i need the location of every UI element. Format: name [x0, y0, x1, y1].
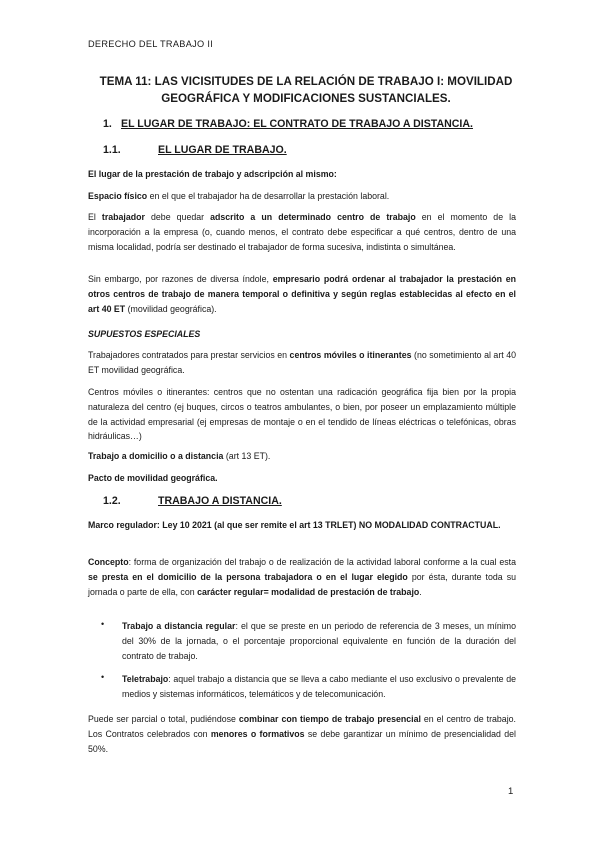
bold-text: Trabajo a distancia regular — [122, 621, 236, 631]
paragraph-sin-embargo — [88, 272, 516, 316]
section-number: 1. — [103, 118, 112, 130]
bold-text: carácter regular= modalidad de prestación de trabajo — [197, 586, 420, 597]
text: en el centro de trabajo. Los Contratos celebrados con — [88, 714, 516, 739]
bullet-text — [122, 619, 516, 663]
paragraph-pacto: Pacto de movilidad geográfica. — [88, 473, 218, 483]
paragraph-domicilio — [88, 449, 516, 464]
text: en el momento de la incorporación a la empresa (o, cuando menos, el contrato debe especificar a qué centros, dentro de una misma localidad, podría ser destinado el trabajador de forma sucesiva, indistinta o simultánea. — [88, 212, 517, 252]
bold-text: adscrito a un determinado centro de trabajo — [210, 212, 416, 222]
text: Puede ser parcial o total, pudiéndose — [88, 714, 239, 724]
text: en el que el trabajador ha de desarrollar la prestación laboral. — [147, 191, 390, 201]
paragraph-concepto — [88, 555, 516, 599]
subsection-title: EL LUGAR DE TRABAJO. — [158, 144, 287, 156]
text: : aquel trabajo a distancia que se lleva a cabo mediante el uso exclusivo o prevalente de medios y sistemas informáticos, telemáticos y de telecomunicación. — [122, 674, 516, 699]
bold-text: Concepto — [88, 557, 129, 567]
running-header: DERECHO DEL TRABAJO II — [88, 39, 214, 49]
section-title: EL LUGAR DE TRABAJO: EL CONTRATO DE TRABAJO A DISTANCIA. — [121, 118, 473, 130]
text: : forma de organización del trabajo o de realización de la actividad laboral conforme a la cual esta — [128, 557, 516, 567]
text: : el que se preste en un periodo de referencia de 3 meses, un mínimo del 30% de la jornada, o el porcentaje proporcional equivalente en función de la duración del contrato de trabajo. — [122, 621, 516, 661]
paragraph-parcial — [88, 712, 516, 756]
text: debe quedar — [144, 212, 211, 222]
page-number: 1 — [508, 786, 514, 797]
paragraph-centros: Centros móviles o itinerantes: centros que no ostentan una radicación geográfica fija bien por la propia naturaleza del centro (ej buques, circos o teatros ambulantes, o bien, por poseer un emplazamiento múltiple de la actividad empresarial (ej empresas de montaje o en el tendido de líneas eléctricas o telefónicas, obras hidráulicas…) — [88, 387, 516, 442]
bold-text: Trabajo a domicilio o a distancia — [88, 451, 224, 461]
bullet-icon: • — [101, 672, 105, 682]
paragraph-espacio — [88, 189, 516, 204]
text: Sin embargo, por razones de diversa índole, — [88, 274, 273, 284]
bold-text: Teletrabajo — [122, 674, 169, 684]
subsection-number: 1.1. — [103, 144, 121, 156]
paragraph-marco: Marco regulador: Ley 10 2021 (al que ser remite el art 13 TRLET) NO MODALIDAD CONTRACTUAL. — [88, 520, 501, 530]
supuestos-especiales-heading: SUPUESTOS ESPECIALES — [88, 329, 201, 339]
text: (no sometimiento al art 40 ET movilidad geográfica. — [88, 350, 516, 375]
bold-text: Espacio físico — [88, 191, 148, 201]
bold-text: menores o formativos — [210, 728, 305, 739]
subsection-title: TRABAJO A DISTANCIA. — [158, 495, 282, 507]
paragraph-trabajador — [88, 210, 516, 254]
title-line-2: GEOGRÁFICA Y MODIFICACIONES SUSTANCIALES. — [161, 92, 451, 105]
text: (movilidad geográfica). — [125, 303, 217, 314]
text: Trabajadores contratados para prestar servicios en — [88, 350, 290, 360]
bold-text: centros móviles o itinerantes — [289, 350, 412, 360]
text: se debe garantizar un mínimo de presencialidad del 50%. — [88, 728, 516, 754]
subsection-heading-1-1 — [103, 144, 287, 156]
text: El — [88, 212, 102, 222]
text: por ésta, durante toda su jornada o parte de ella, con — [88, 571, 516, 597]
subsection-heading-1-2 — [103, 495, 282, 507]
bold-text: empresario podrá ordenar al trabajador la prestación en otros centros de trabajo de manera temporal o definitiva y según reglas establecidas al efecto en el art 40 ET — [88, 274, 516, 314]
bullet-text — [122, 672, 516, 702]
bold-text: trabajador — [101, 212, 145, 222]
section-heading-1 — [103, 118, 473, 130]
bold-text: se presta en el domicilio de la persona trabajadora o en el lugar elegido — [88, 571, 408, 582]
bold-text: combinar con tiempo de trabajo presencial — [238, 714, 421, 724]
paragraph-moviles — [88, 348, 516, 378]
subsection-number: 1.2. — [103, 495, 121, 507]
title-line-1: TEMA 11: LAS VICISITUDES DE LA RELACIÓN DE TRABAJO I: MOVILIDAD — [99, 75, 513, 88]
text: . — [419, 586, 422, 597]
text: (art 13 ET). — [223, 451, 271, 461]
bullet-icon: • — [101, 619, 105, 629]
page-title — [88, 73, 524, 107]
paragraph-lugar-heading: El lugar de la prestación de trabajo y adscripción al mismo: — [88, 169, 337, 179]
